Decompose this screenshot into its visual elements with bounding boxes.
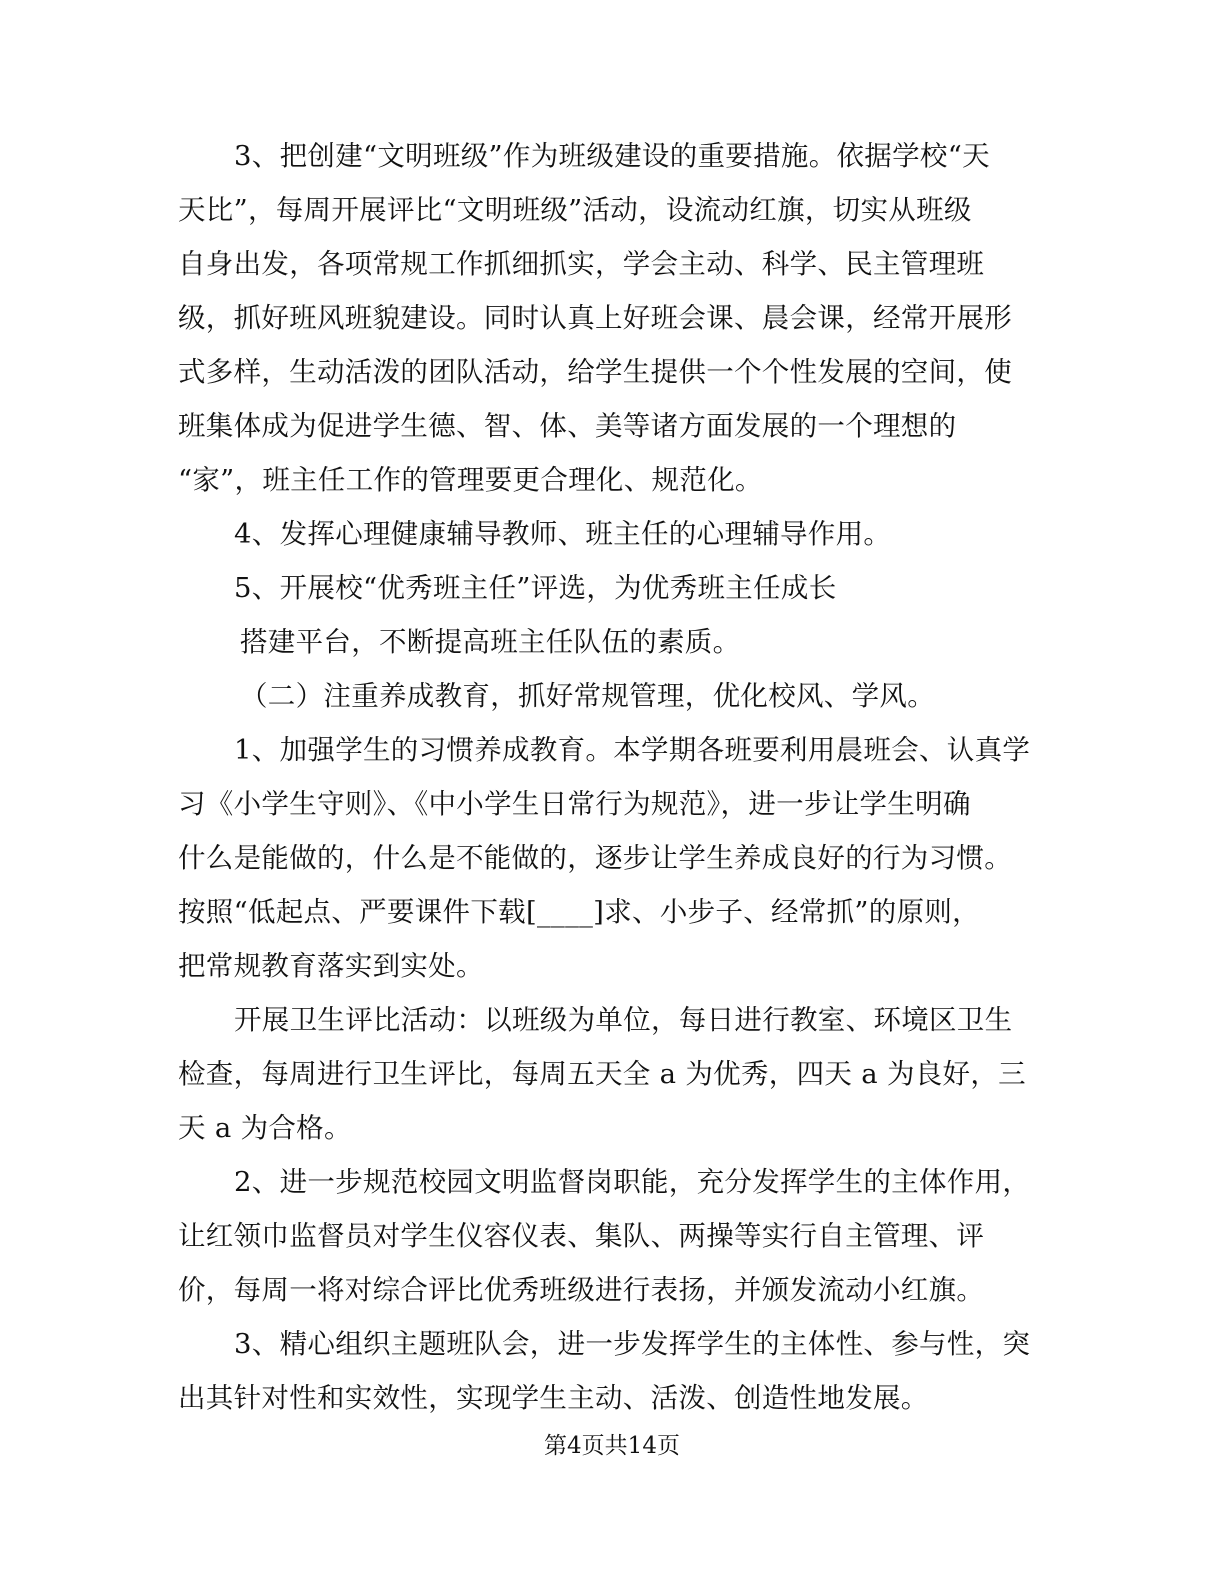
text-line: 开展卫生评比活动：以班级为单位，每日进行教室、环境区卫生: [234, 1004, 1013, 1036]
text-line: 什么是能做的，什么是不能做的，逐步让学生养成良好的行为习惯。: [178, 842, 1012, 874]
text-line: 按照“低起点、严要课件下载[____]求、小步子、经常抓”的原则，: [178, 896, 980, 928]
text-line: 4、发挥心理健康辅导教师、班主任的心理辅导作用。: [234, 518, 892, 550]
text-line: 价，每周一将对综合评比优秀班级进行表扬，并颁发流动小红旗。: [178, 1274, 985, 1306]
text-line: 级，抓好班风班貌建设。同时认真上好班会课、晨会课，经常开展形: [178, 302, 1012, 334]
text-line: 2、进一步规范校园文明监督岗职能，充分发挥学生的主体作用，: [234, 1166, 1031, 1198]
text-line: 检查，每周进行卫生评比，每周五天全 a 为优秀，四天 a 为良好，三: [178, 1058, 1026, 1090]
page-number: 第4页共14页: [544, 1433, 680, 1459]
text-line: “家”，班主任工作的管理要更合理化、规范化。: [178, 464, 763, 496]
text-line: 把常规教育落实到实处。: [178, 950, 484, 982]
text-line: 搭建平台，不断提高班主任队伍的素质。: [240, 626, 741, 658]
text-line: 3、精心组织主题班队会，进一步发挥学生的主体性、参与性，突: [234, 1328, 1031, 1360]
text-line: 式多样，生动活泼的团队活动，给学生提供一个个性发展的空间，使: [178, 356, 1012, 388]
text-line: 3、把创建“文明班级”作为班级建设的重要措施。依据学校“天: [234, 140, 990, 172]
text-line: 1、加强学生的习惯养成教育。本学期各班要利用晨班会、认真学: [234, 734, 1031, 766]
text-line: 5、开展校“优秀班主任”评选，为优秀班主任成长: [234, 572, 837, 604]
text-line: 天比”，每周开展评比“文明班级”活动，设流动红旗，切实从班级: [178, 194, 972, 226]
text-line: 让红领巾监督员对学生仪容仪表、集队、两操等实行自主管理、评: [178, 1220, 985, 1252]
text-line: 习《小学生守则》、《中小学生日常行为规范》，进一步让学生明确: [178, 788, 971, 820]
text-line: 天 a 为合格。: [178, 1112, 352, 1144]
text-line: 自身出发，各项常规工作抓细抓实，学会主动、科学、民主管理班: [178, 248, 985, 280]
section-heading: （二）注重养成教育，抓好常规管理，优化校风、学风。: [240, 680, 935, 712]
text-line: 出其针对性和实效性，实现学生主动、活泼、创造性地发展。: [178, 1382, 929, 1414]
text-line: 班集体成为促进学生德、智、体、美等诸方面发展的一个理想的: [178, 410, 957, 442]
